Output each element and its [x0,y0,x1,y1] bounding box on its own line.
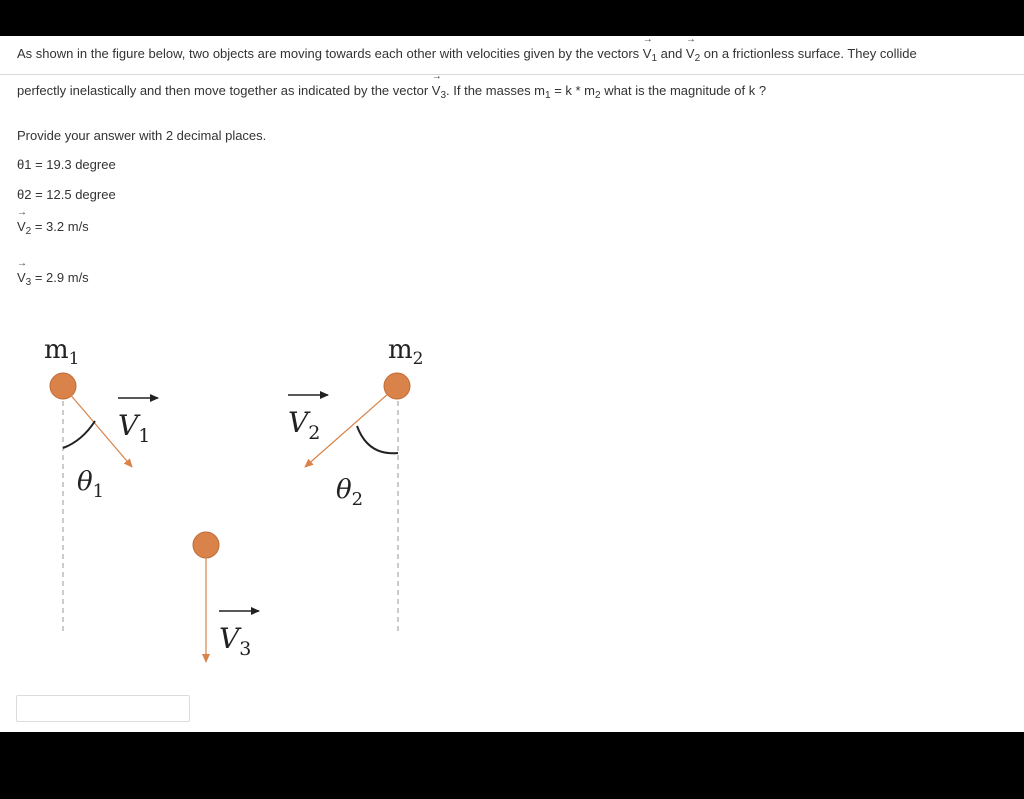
v3-label: $V_3$ [219,622,252,660]
mass-sub-2: 2 [595,90,601,101]
question-text: on a frictionless surface. They collide [700,46,917,61]
given-theta2: θ2 = 12.5 degree [17,187,116,202]
question-panel [0,36,1024,732]
question-text: = k * m [550,83,596,98]
question-text: perfectly inelastically and then move together as indicated by the vector [17,83,432,98]
instructions: Provide your answer with 2 decimal places. [17,128,267,143]
theta1-label: $\theta_1$ [77,467,105,502]
v1-label: $V_1$ [118,409,151,447]
vector-v2: → $V_2$ [686,46,700,64]
collision-figure [0,36,1024,732]
theta2-label: $\theta_2$ [336,475,364,510]
mass-label-m1: $m_1$ [44,335,80,369]
vector-v1: → $V_1$ [643,46,657,64]
question-text: what is the magnitude of k ? [600,83,767,98]
v2-label: $V_2$ [288,406,321,444]
given-theta1: θ1 = 19.3 degree [17,157,116,172]
question-text: As shown in the figure below, two objects are moving towards each other with velocities given by the vectors [17,46,643,61]
mass-sub-1: 1 [545,90,551,101]
answer-input[interactable] [16,695,190,722]
given-v2: → $V_2 = 3.2$ m/s [17,219,89,237]
mass-label-m2: $m_2$ [388,335,424,369]
given-v3: → $V_3 = 2.9$ m/s [17,270,89,288]
theta1-arc [63,421,95,448]
question-text: . If the masses m [446,83,546,98]
theta2-arc [357,426,398,453]
question-text: and [657,46,686,61]
vector-v3: → $V_3$ [432,83,446,101]
